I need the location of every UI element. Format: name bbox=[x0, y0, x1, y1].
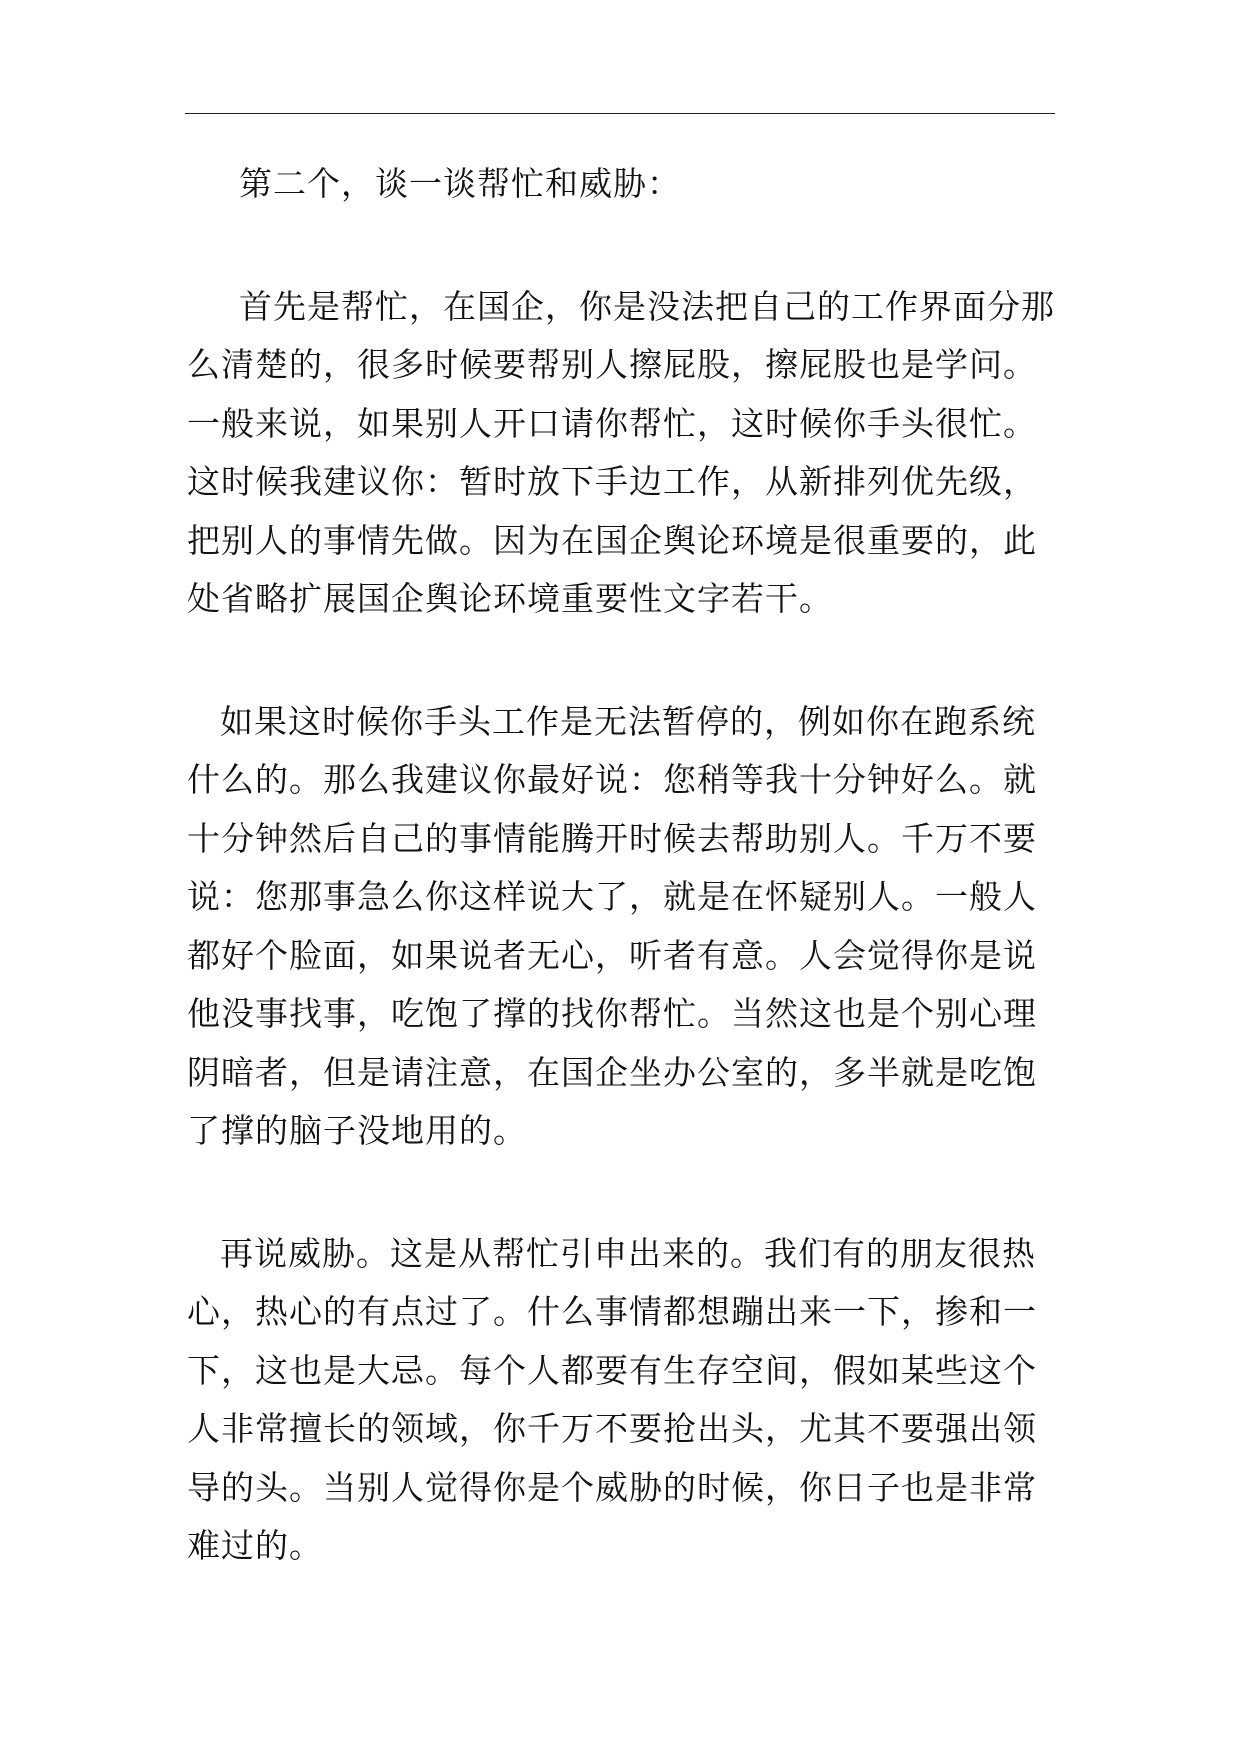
paragraph-threat: 再说威胁。这是从帮忙引申出来的。我们有的朋友很热心，热心的有点过了。什么事情都想蹦出来一下，掺和一下，这也是大忌。每个人都要有生存空间，假如某些这个人非常擅长的领域，你千万不要抢出头，尤其不要强出领导的头。当别人觉得你是个威胁的时候，你日子也是非常难过的。 bbox=[187, 1233, 1037, 1565]
paragraph-helping: 首先是帮忙，在国企，你是没法把自己的工作界面分那么清楚的，很多时候要帮别人擦屁股，擦屁股也是学问。一般来说，如果别人开口请你帮忙，这时候你手头很忙。这时候我建议你：暂时放下手边工作，从新排列优先级，把别人的事情先做。因为在国企舆论环境是很重要的，此处省略扩展国企舆论环境重要性文字若干。 bbox=[187, 286, 1055, 618]
header-divider bbox=[185, 113, 1055, 114]
paragraph-busy-response: 如果这时候你手头工作是无法暂停的，例如你在跑系统什么的。那么我建议你最好说：您稍等我十分钟好么。就十分钟然后自己的事情能腾开时候去帮助别人。千万不要说：您那事急么你这样说大了，就是在怀疑别人。一般人都好个脸面，如果说者无心，听者有意。人会觉得你是说他没事找事，吃饱了撑的找你帮忙。当然这也是个别心理阴暗者，但是请注意，在国企坐办公室的，多半就是吃饱了撑的脑子没地用的。 bbox=[187, 701, 1037, 1150]
document-body bbox=[187, 155, 1055, 1576]
section-heading: 第二个，谈一谈帮忙和威胁： bbox=[239, 164, 681, 203]
